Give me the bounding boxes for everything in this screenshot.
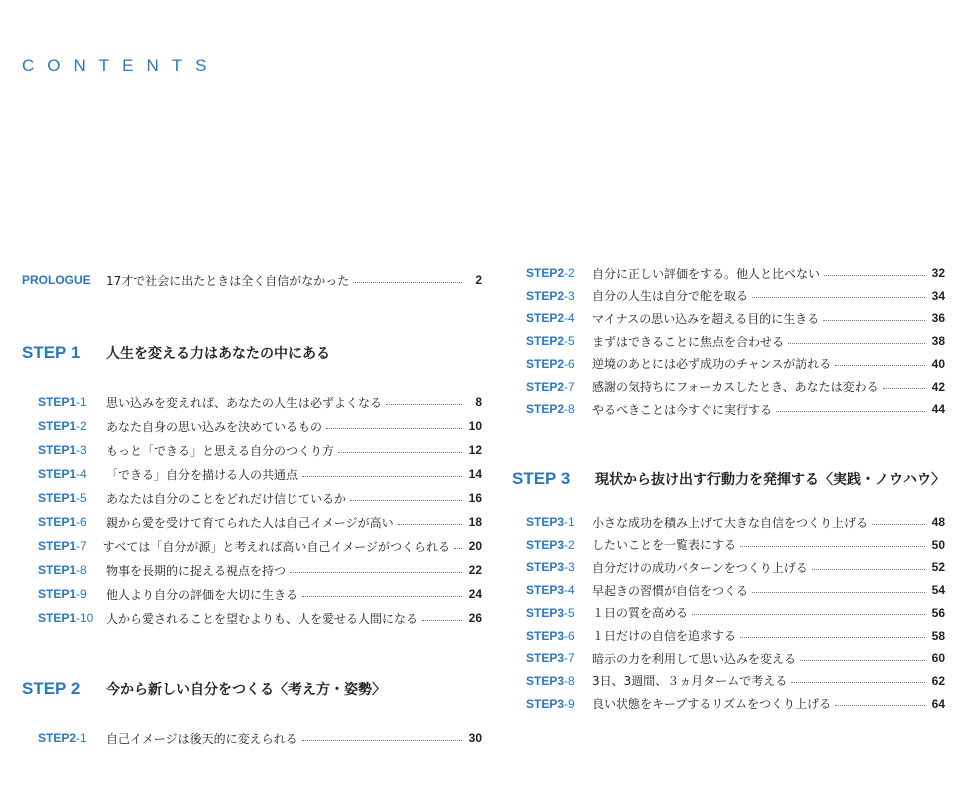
contents-title: CONTENTS — [22, 56, 220, 75]
entry-page: 16 — [468, 491, 482, 505]
entry-page: 22 — [468, 563, 482, 577]
entry-label: STEP3-4 — [526, 583, 575, 598]
leader-dots — [812, 569, 925, 570]
leader-dots — [823, 320, 925, 321]
entry-page: 14 — [468, 467, 482, 481]
entry-label: STEP1-7 — [38, 539, 87, 553]
entry-page: 30 — [468, 731, 482, 745]
entry-title: 3日、3週間、３ヵ月タームで考える — [592, 674, 788, 689]
entry-title: 親から愛を受けて育てられた人は自己イメージが高い — [106, 515, 394, 530]
toc-entry[interactable] — [22, 390, 482, 414]
entry-label: STEP3-8 — [526, 673, 575, 688]
toc-entry[interactable] — [22, 462, 482, 486]
entry-page: 40 — [931, 356, 945, 371]
leader-dots — [872, 524, 925, 525]
entry-title: 逆境のあとには必ず成功のチャンスが訪れる — [592, 357, 832, 372]
toc-entry[interactable] — [512, 261, 945, 285]
entry-label: STEP2-5 — [526, 334, 575, 349]
entry-label: STEP2-7 — [526, 379, 575, 394]
leader-dots — [740, 637, 925, 638]
entry-title: 暗示の力を利用して思い込みを変える — [592, 651, 797, 666]
leader-dots — [835, 365, 925, 366]
entry-title: 小さな成功を積み上げて大きな自信をつくり上げる — [592, 515, 869, 530]
leader-dots — [752, 592, 925, 593]
toc-entry[interactable] — [512, 284, 945, 308]
leader-dots — [302, 740, 462, 741]
entry-page: 2 — [475, 273, 482, 287]
entry-title: あなたは自分のことをどれだけ信じているか — [106, 491, 347, 506]
toc-entry[interactable] — [512, 533, 945, 557]
entry-label: STEP3-3 — [526, 560, 575, 575]
entry-title: 思い込みを変えれば、あなたの人生は必ずよくなる — [106, 395, 383, 410]
entry-page: 8 — [475, 395, 482, 409]
toc-entry[interactable] — [512, 397, 945, 421]
entry-title: まずはできることに焦点を合わせる — [592, 334, 785, 349]
entry-title: 自分だけの成功パターンをつくり上げる — [592, 560, 808, 575]
entry-page: 36 — [931, 311, 945, 326]
entry-title: １日だけの自信を追求する — [592, 629, 737, 643]
entry-label: STEP1-3 — [38, 443, 87, 457]
toc-entry[interactable] — [512, 646, 945, 670]
leader-dots — [302, 596, 462, 597]
leader-dots — [422, 620, 462, 621]
entry-title: すべては「自分が源」と考えれば高い自己イメージがつくられる — [102, 539, 450, 554]
entry-page: 24 — [468, 587, 482, 601]
toc-entry[interactable] — [22, 438, 482, 462]
entry-label: STEP3-9 — [526, 696, 575, 711]
entry-title: 他人より自分の評価を大切に生きる — [106, 587, 299, 602]
toc-entry[interactable] — [512, 375, 945, 399]
entry-page: 20 — [468, 539, 482, 553]
entry-title: 良い状態をキープするリズムをつくり上げる — [592, 697, 832, 712]
entry-title: 人から愛されることを望むよりも、人を愛せる人間になる — [106, 611, 419, 626]
toc-entry[interactable] — [512, 601, 945, 625]
entry-page: 18 — [468, 515, 482, 529]
leader-dots — [692, 614, 925, 615]
entry-label: STEP2-6 — [526, 356, 575, 371]
section-title: 現状から抜け出す行動力を発揮する〈実践・ノウハウ〉 — [595, 472, 945, 488]
section-label: STEP 3 — [512, 469, 571, 488]
entry-title: 物事を長期的に捉える視点を持つ — [106, 563, 287, 578]
entry-page: 10 — [468, 419, 482, 433]
entry-page: 52 — [931, 560, 945, 575]
leader-dots — [290, 572, 462, 573]
leader-dots — [835, 705, 925, 706]
entry-page: 38 — [931, 334, 945, 349]
entry-title: 自己イメージは後天的に変えられる — [106, 731, 298, 746]
entry-page: 50 — [931, 537, 945, 552]
entry-title: １日の質を高める — [592, 606, 689, 621]
entry-page: 56 — [931, 605, 945, 620]
toc-entry[interactable] — [22, 414, 482, 438]
entry-title: マイナスの思い込みを超える目的に生きる — [592, 311, 820, 326]
section-label: STEP 1 — [22, 343, 81, 362]
entry-title: 自分の人生は自分で舵を取る — [592, 289, 749, 304]
leader-dots — [800, 660, 925, 661]
toc-entry[interactable] — [512, 624, 945, 648]
entry-label: STEP3-5 — [526, 605, 575, 620]
entry-page: 44 — [931, 402, 945, 417]
entry-page: 32 — [931, 266, 945, 280]
leader-dots — [791, 682, 925, 683]
toc-entry[interactable] — [22, 558, 482, 582]
section-title: 人生を変える力はあなたの中にある — [106, 346, 330, 362]
entry-page: 60 — [931, 651, 945, 666]
toc-entry[interactable] — [22, 510, 482, 534]
section-title: 今から新しい自分をつくる〈考え方・姿勢〉 — [106, 682, 386, 698]
entry-title: やるべきことは今すぐに実行する — [592, 402, 773, 417]
leader-dots — [353, 282, 462, 283]
section-heading-step1[interactable] — [22, 340, 482, 366]
entry-label: PROLOGUE — [22, 273, 91, 287]
entry-title: あなた自身の思い込みを決めているもの — [106, 419, 323, 434]
entry-title: 17才で社会に出たときは全く自信がなかった — [106, 273, 350, 288]
entry-label: STEP1-6 — [38, 515, 87, 529]
toc-entry[interactable] — [512, 510, 945, 534]
entry-title: したいことを一覧表にする — [592, 538, 737, 553]
toc-entry[interactable] — [512, 669, 945, 693]
entry-label: STEP1-10 — [38, 611, 94, 625]
toc-entry[interactable] — [22, 726, 482, 750]
leader-dots — [788, 343, 925, 344]
leader-dots — [398, 524, 462, 525]
leader-dots — [740, 546, 925, 547]
leader-dots — [302, 476, 462, 477]
entry-label: STEP1-4 — [38, 467, 87, 481]
entry-label: STEP3-6 — [526, 628, 575, 643]
entry-page: 58 — [931, 628, 945, 643]
leader-dots — [350, 500, 462, 501]
toc-entry[interactable] — [512, 692, 945, 716]
entry-label: STEP1-9 — [38, 587, 87, 601]
toc-entry[interactable] — [22, 582, 482, 606]
leader-dots — [454, 548, 462, 549]
section-heading-step3[interactable] — [512, 466, 945, 492]
toc-entry[interactable] — [512, 352, 945, 376]
entry-label: STEP2-1 — [38, 731, 87, 745]
entry-label: STEP2-3 — [526, 288, 575, 303]
toc-entry[interactable] — [512, 329, 945, 353]
entry-page: 54 — [931, 583, 945, 598]
entry-page: 64 — [931, 696, 945, 711]
entry-label: STEP3-7 — [526, 651, 575, 666]
toc-entry[interactable] — [512, 578, 945, 602]
entry-page: 34 — [931, 288, 945, 303]
entry-label: STEP1-8 — [38, 563, 87, 577]
entry-label: STEP3-2 — [526, 537, 575, 552]
entry-page: 26 — [468, 611, 482, 625]
entry-title: 早起きの習慣が自信をつくる — [592, 583, 749, 598]
toc-entry[interactable] — [22, 606, 482, 630]
entry-title: 「できる」自分を描ける人の共通点 — [106, 467, 299, 482]
entry-label: STEP1-1 — [38, 395, 87, 409]
entry-label: STEP2-8 — [526, 402, 575, 417]
leader-dots — [776, 411, 925, 412]
section-label: STEP 2 — [22, 679, 81, 698]
toc-entry[interactable] — [512, 306, 945, 330]
leader-dots — [752, 297, 925, 298]
leader-dots — [326, 428, 462, 429]
entry-label: STEP2-4 — [526, 311, 575, 326]
entry-page: 42 — [931, 379, 945, 394]
toc-entry[interactable] — [22, 534, 482, 558]
entry-label: STEP1-5 — [38, 491, 87, 505]
entry-label: STEP2-2 — [526, 266, 575, 280]
entry-page: 12 — [468, 443, 482, 457]
entry-label: STEP3-1 — [526, 515, 575, 529]
leader-dots — [824, 275, 925, 276]
entry-page: 48 — [931, 515, 945, 529]
entry-label: STEP1-2 — [38, 419, 87, 433]
entry-page: 62 — [931, 673, 945, 688]
leader-dots — [883, 388, 925, 389]
entry-title: もっと「できる」と思える自分のつくり方 — [106, 443, 335, 458]
toc-entry-prologue[interactable] — [22, 268, 482, 292]
leader-dots — [386, 404, 462, 405]
toc-entry[interactable] — [512, 555, 945, 579]
section-heading-step2[interactable] — [22, 676, 482, 702]
entry-title: 自分に正しい評価をする。他人と比べない — [592, 266, 821, 281]
entry-title: 感謝の気持ちにフォーカスしたとき、あなたは変わる — [592, 380, 879, 394]
leader-dots — [338, 452, 462, 453]
toc-entry[interactable] — [22, 486, 482, 510]
